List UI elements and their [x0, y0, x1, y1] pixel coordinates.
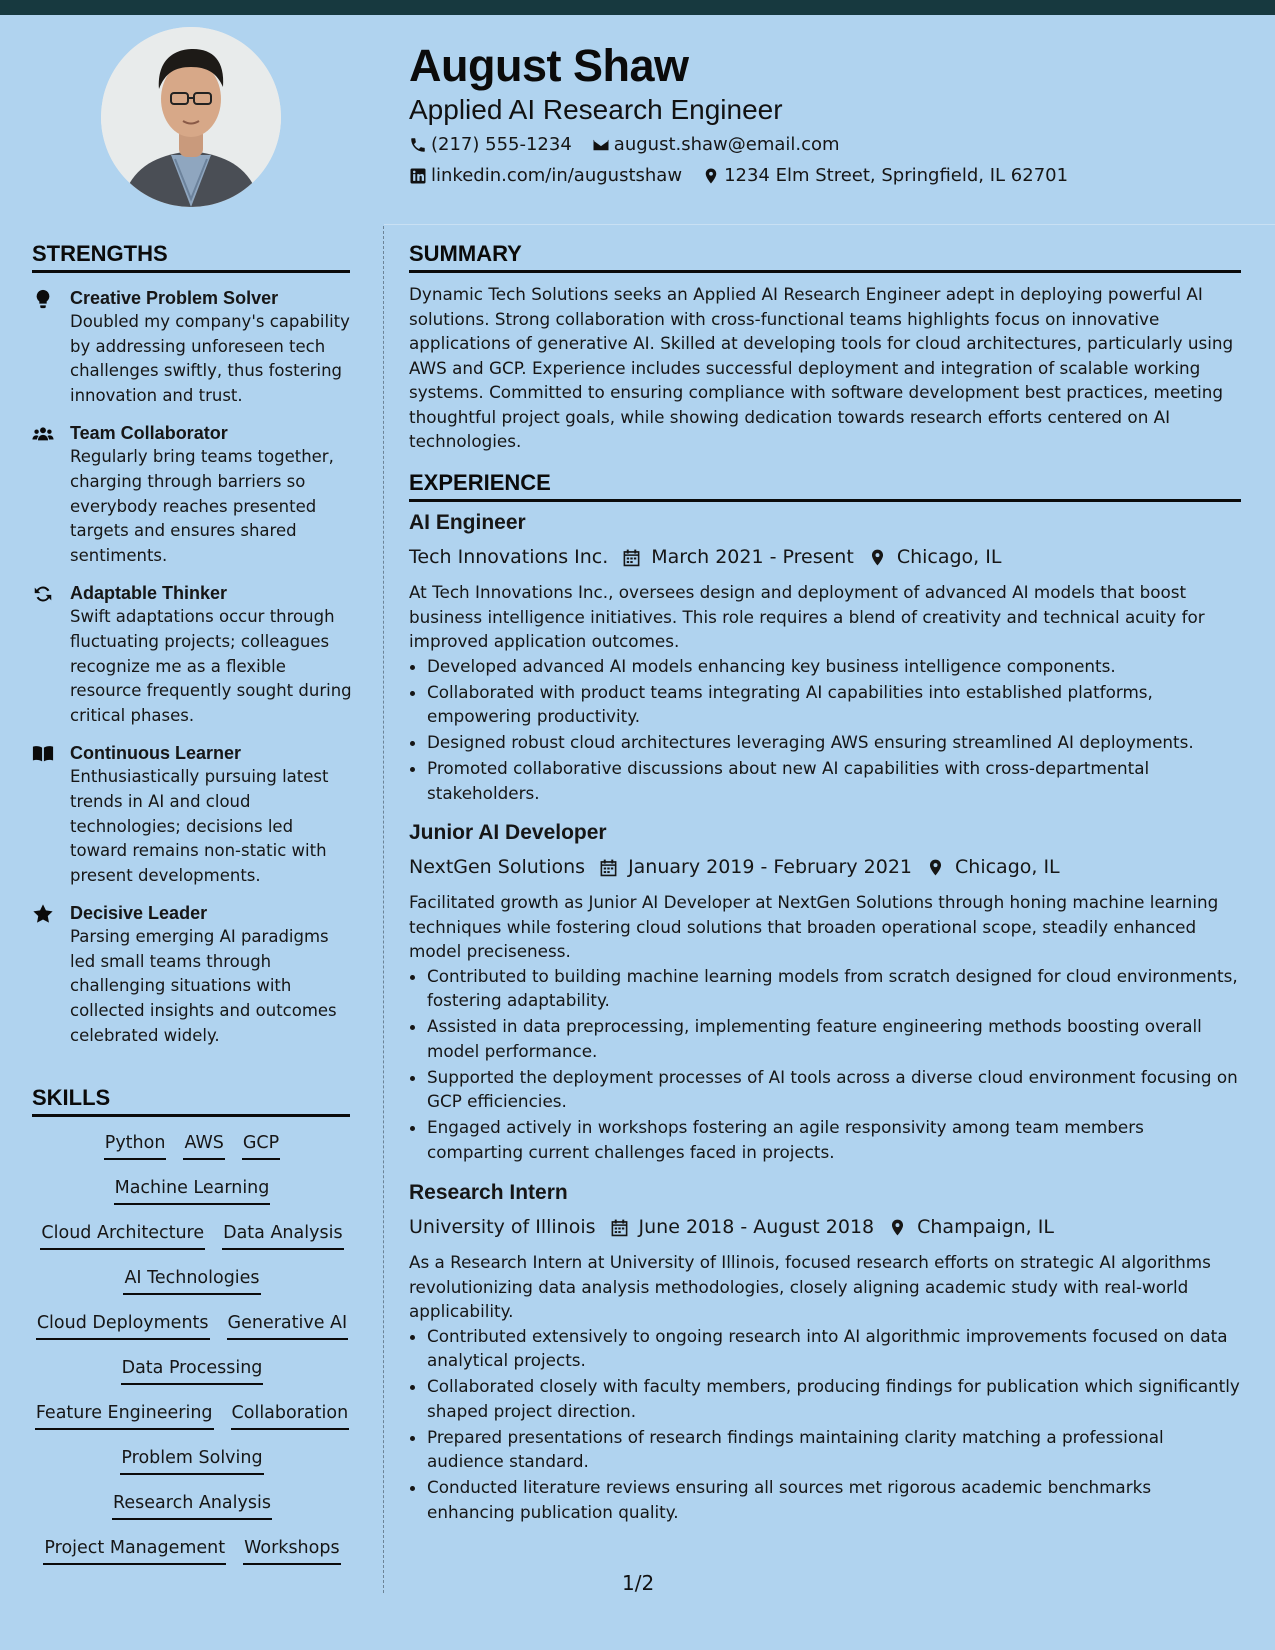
- job-bullet: • Conducted literature reviews ensuring all sources met rigorous academic benchmarks enhancing publication quality.: [427, 1475, 1241, 1524]
- skill-row: [32, 1175, 352, 1220]
- profile-photo: [101, 27, 281, 207]
- calendar-icon: [610, 1218, 629, 1237]
- skill-tag: Collaboration: [231, 1400, 350, 1430]
- candidate-title: Applied AI Research Engineer: [409, 94, 783, 125]
- strength-desc: Doubled my company's capability by addressing unforeseen tech challenges swiftly, thus fostering innovation and trust.: [70, 312, 350, 405]
- contact-row-2: [409, 165, 1082, 186]
- skill-tag: Machine Learning: [114, 1175, 271, 1205]
- skill-tag: GCP: [242, 1130, 280, 1160]
- candidate-name: August Shaw: [409, 40, 689, 91]
- job-title: Research Intern: [409, 1181, 568, 1204]
- strength-item: [32, 581, 352, 728]
- envelope-icon: [592, 136, 610, 154]
- star-icon: [32, 903, 54, 925]
- strength-title: Decisive Leader: [70, 903, 208, 924]
- sync-icon: [32, 583, 54, 605]
- job-meta: [409, 542, 1241, 572]
- strength-item: [32, 286, 352, 408]
- job-location: Champaign, IL: [917, 1216, 1054, 1238]
- map-pin-icon: [702, 167, 720, 185]
- skill-row: [32, 1445, 352, 1490]
- lightbulb-icon: [32, 288, 54, 310]
- column-divider: [383, 226, 384, 1593]
- skills-heading: SKILLS: [32, 1085, 350, 1117]
- skill-tag: Cloud Architecture: [40, 1220, 205, 1250]
- map-pin-icon: [926, 858, 945, 877]
- skill-tag: Generative AI: [227, 1310, 349, 1340]
- skill-row: [32, 1220, 352, 1265]
- job-description: Facilitated growth as Junior AI Developer at NextGen Solutions through honing machine learning techniques while fostering cloud solutions that broaden operational scope, steadily enhanced model preciseness.: [409, 892, 1219, 961]
- skill-tag: Problem Solving: [120, 1445, 263, 1475]
- strength-item: [32, 741, 352, 888]
- strength-item: [32, 901, 352, 1048]
- summary-heading: SUMMARY: [409, 241, 1241, 273]
- skill-row: [32, 1400, 352, 1445]
- job-dates: March 2021 - Present: [651, 546, 854, 568]
- page-number: 1/2: [622, 1571, 655, 1595]
- strengths-heading: STRENGTHS: [32, 241, 350, 273]
- skill-tag: Data Processing: [121, 1355, 264, 1385]
- top-bar: [0, 0, 1275, 15]
- job-bullet: • Promoted collaborative discussions about new AI capabilities with cross-departmental stakeholders.: [427, 756, 1241, 805]
- job-company: University of Illinois: [409, 1216, 596, 1238]
- contact-phone: [409, 134, 572, 155]
- contact-email[interactable]: [592, 134, 840, 155]
- job-description: At Tech Innovations Inc., oversees design and deployment of advanced AI models that boost business intelligence initiatives. This role requires a blend of creativity and technical acuity for improved application outcomes.: [409, 582, 1205, 651]
- skill-tag: AI Technologies: [123, 1265, 260, 1295]
- job-bullet: • Designed robust cloud architectures leveraging AWS ensuring streamlined AI deployments.: [427, 730, 1241, 755]
- job-bullet: • Collaborated with product teams integrating AI capabilities into established platforms, empowering productivity.: [427, 680, 1241, 729]
- map-pin-icon: [868, 548, 887, 567]
- job-entry: [409, 1180, 1241, 1526]
- skill-row: [32, 1490, 352, 1535]
- job-bullet: • Contributed extensively to ongoing research into AI algorithmic improvements focused on data analytical projects.: [427, 1324, 1241, 1373]
- skill-tag: AWS: [183, 1130, 224, 1160]
- map-pin-icon: [888, 1218, 907, 1237]
- job-bullets: [409, 654, 1241, 806]
- linkedin-icon: [409, 167, 427, 185]
- job-title: AI Engineer: [409, 511, 526, 534]
- skill-tag: Python: [104, 1130, 167, 1160]
- strength-desc: Enthusiastically pursuing latest trends in AI and cloud technologies; decisions led toward remains non-static with present developments.: [70, 767, 329, 885]
- calendar-icon: [599, 858, 618, 877]
- job-entry: [409, 510, 1241, 807]
- skill-tag: Research Analysis: [112, 1490, 272, 1520]
- job-bullet: • Assisted in data preprocessing, implementing feature engineering methods boosting overall model performance.: [427, 1014, 1241, 1063]
- job-bullet: • Supported the deployment processes of AI tools across a diverse cloud environment focusing on GCP efficiencies.: [427, 1065, 1241, 1114]
- job-bullet: • Collaborated closely with faculty members, producing findings for publication which significantly shaped project direction.: [427, 1374, 1241, 1423]
- strength-title: Creative Problem Solver: [70, 288, 279, 308]
- contact-linkedin[interactable]: [409, 165, 682, 186]
- strength-title: Team Collaborator: [70, 423, 228, 444]
- job-dates: January 2019 - February 2021: [628, 856, 913, 878]
- linkedin-text[interactable]: linkedin.com/in/augustshaw: [431, 165, 683, 186]
- skill-tag: Workshops: [243, 1535, 340, 1565]
- strength-desc: Swift adaptations occur through fluctuating projects; colleagues recognize me as a flexible resource frequently sought during critical phases.: [70, 607, 352, 725]
- email-text[interactable]: august.shaw@email.com: [613, 134, 840, 155]
- experience-heading: EXPERIENCE: [409, 470, 1241, 502]
- skills-list: [32, 1130, 352, 1580]
- phone-icon: [409, 136, 427, 154]
- strengths-list: [32, 286, 352, 1061]
- strength-item: [32, 421, 352, 568]
- job-bullets: [409, 1324, 1241, 1525]
- job-title: Junior AI Developer: [409, 821, 607, 844]
- job-meta: [409, 1212, 1241, 1242]
- address-text: 1234 Elm Street, Springfield, IL 62701: [724, 165, 1069, 186]
- header-divider: [384, 224, 1275, 225]
- job-location: Chicago, IL: [955, 856, 1060, 878]
- job-dates: June 2018 - August 2018: [638, 1216, 875, 1238]
- job-location: Chicago, IL: [896, 546, 1002, 568]
- strength-title: Adaptable Thinker: [70, 583, 228, 604]
- strength-title: Continuous Learner: [70, 743, 242, 764]
- skill-tag: Feature Engineering: [35, 1400, 214, 1430]
- skill-tag: Project Management: [43, 1535, 226, 1565]
- job-bullet: • Developed advanced AI models enhancing key business intelligence components.: [427, 654, 1241, 679]
- skill-row: [32, 1265, 352, 1310]
- strength-desc: Regularly bring teams together, charging through barriers so everybody reaches presented targets and ensures shared sentiments.: [70, 447, 334, 565]
- job-company: NextGen Solutions: [409, 856, 586, 878]
- book-icon: [32, 743, 54, 765]
- job-bullets: [409, 964, 1241, 1165]
- skill-row: [32, 1355, 352, 1400]
- phone-text: (217) 555-1234: [431, 134, 572, 155]
- job-description: As a Research Intern at University of Illinois, focused research efforts on strategic AI algorithms revolutionizing data analysis methodologies, closely aligning academic study with real-world applicability.: [409, 1252, 1211, 1321]
- skill-row: [32, 1535, 352, 1580]
- contact-address: [702, 165, 1068, 186]
- skill-tag: Data Analysis: [222, 1220, 343, 1250]
- skill-tag: Cloud Deployments: [36, 1310, 210, 1340]
- skill-row: [32, 1310, 352, 1355]
- job-bullet: • Prepared presentations of research findings maintaining clarity matching a professional audience standard.: [427, 1425, 1241, 1474]
- job-entry: [409, 820, 1241, 1166]
- contact-row-1: [409, 134, 854, 155]
- users-icon: [32, 423, 54, 445]
- strength-desc: Parsing emerging AI paradigms led small teams through challenging situations with collected insights and outcomes celebrated widely.: [70, 927, 337, 1045]
- job-bullet: • Engaged actively in workshops fostering an agile responsivity among team members comparting current challenges faced in projects.: [427, 1115, 1241, 1164]
- job-meta: [409, 852, 1241, 882]
- job-company: Tech Innovations Inc.: [409, 546, 609, 568]
- job-bullet: • Contributed to building machine learning models from scratch designed for cloud environments, fostering adaptability.: [427, 964, 1241, 1013]
- summary-text: Dynamic Tech Solutions seeks an Applied AI Research Engineer adept in deploying powerful AI solutions. Strong collaboration with cross-functional teams highlights focus on innovative applications of generative AI. Skilled at developing tools for cloud architectures, particularly using AWS and GCP. Experience includes successful deployment and integration of scalable working systems. Committed to ensuring compliance with software development best practices, meeting thoughtful project goals, while showing dedication towards research efforts centered on AI technologies.: [409, 284, 1234, 451]
- skill-row: [32, 1130, 352, 1175]
- calendar-icon: [622, 548, 641, 567]
